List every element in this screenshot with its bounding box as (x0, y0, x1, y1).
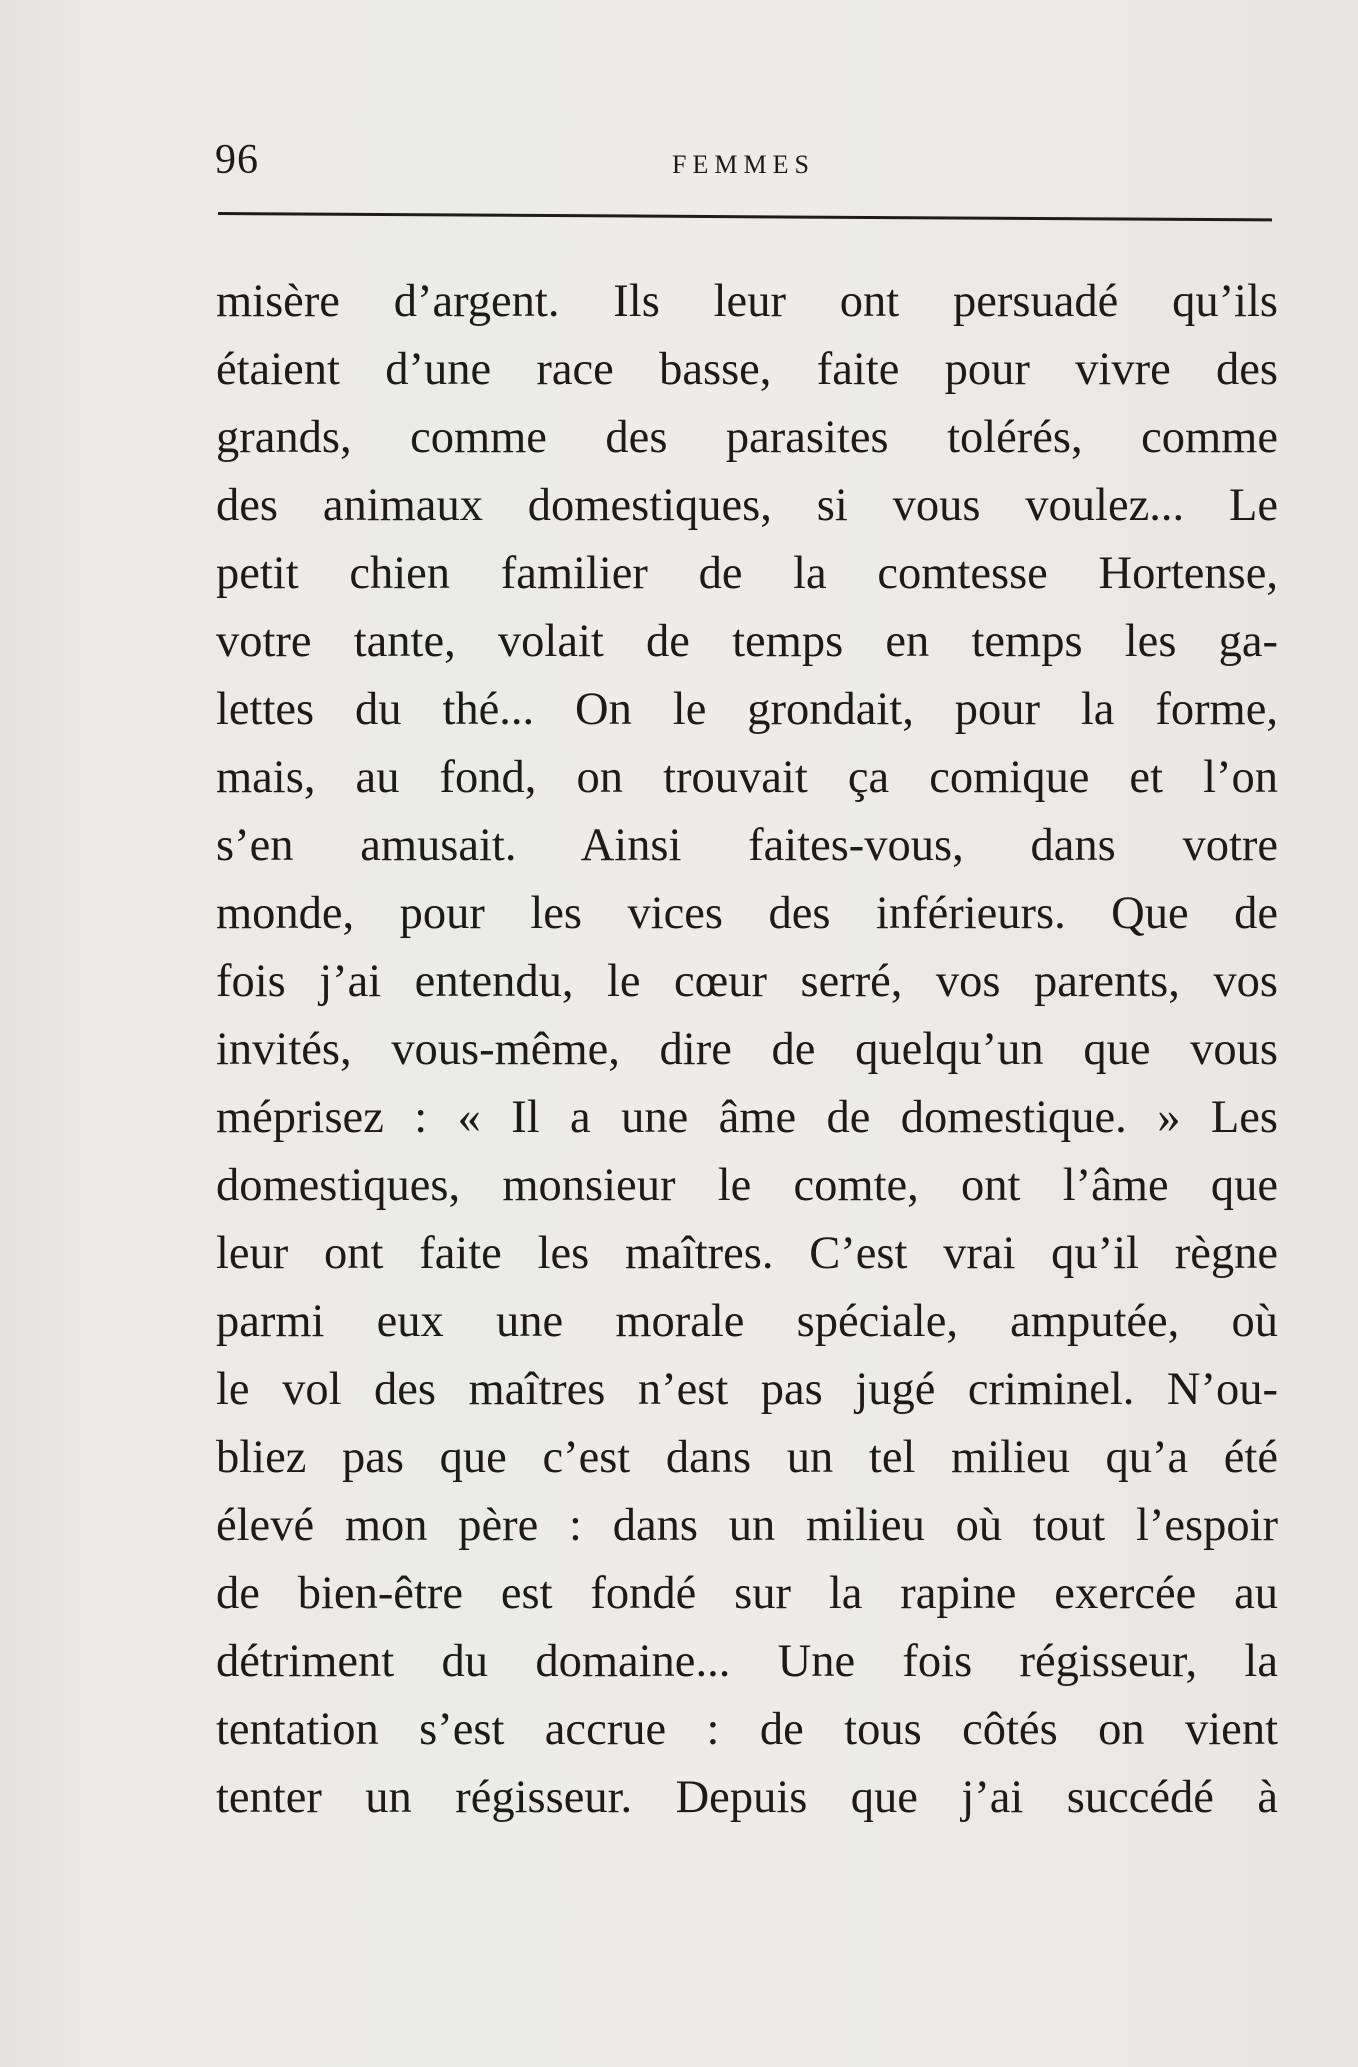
text-line: mais, au fond, on trouvait ça comique et l’on (216, 752, 1278, 803)
running-title: FEMMES (672, 150, 815, 179)
text-line: le vol des maîtres n’est pas jugé criminel. N’ou- (216, 1364, 1278, 1415)
text-line: s’en amusait. Ainsi faites-vous, dans votre (216, 820, 1278, 871)
text-line: parmi eux une morale spéciale, amputée, où (216, 1296, 1278, 1347)
text-line: étaient d’une race basse, faite pour vivre des (216, 344, 1278, 395)
text-line: grands, comme des parasites tolérés, comme (216, 412, 1278, 463)
text-line: tenter un régisseur. Depuis que j’ai succédé à (216, 1772, 1278, 1823)
text-line: tentation s’est accrue : de tous côtés on vient (216, 1704, 1278, 1755)
text-line: invités, vous-même, dire de quelqu’un que vous (216, 1024, 1278, 1075)
text-line: petit chien familier de la comtesse Hortense, (216, 548, 1278, 599)
text-line: fois j’ai entendu, le cœur serré, vos parents, vos (216, 956, 1278, 1007)
page-number: 96 (215, 137, 259, 183)
text-line: détriment du domaine... Une fois régisseur, la (216, 1636, 1278, 1687)
running-head (215, 128, 1275, 188)
text-line: bliez pas que c’est dans un tel milieu qu’a été (216, 1432, 1278, 1483)
text-line: leur ont faite les maîtres. C’est vrai qu’il règne (216, 1228, 1278, 1279)
text-line: monde, pour les vices des inférieurs. Que de (216, 888, 1278, 939)
text-line: lettes du thé... On le grondait, pour la forme, (216, 684, 1278, 735)
text-line: misère d’argent. Ils leur ont persuadé qu’ils (216, 276, 1278, 327)
text-line: méprisez : « Il a une âme de domestique. » Les (216, 1092, 1278, 1143)
text-line: des animaux domestiques, si vous voulez... Le (216, 480, 1278, 531)
header-rule (218, 212, 1272, 221)
text-line: domestiques, monsieur le comte, ont l’âme que (216, 1160, 1278, 1211)
text-line: de bien-être est fondé sur la rapine exercée au (216, 1568, 1278, 1619)
text-line: votre tante, volait de temps en temps les ga- (216, 616, 1278, 667)
text-line: élevé mon père : dans un milieu où tout l’espoir (216, 1500, 1278, 1551)
body-text (216, 268, 1278, 1832)
